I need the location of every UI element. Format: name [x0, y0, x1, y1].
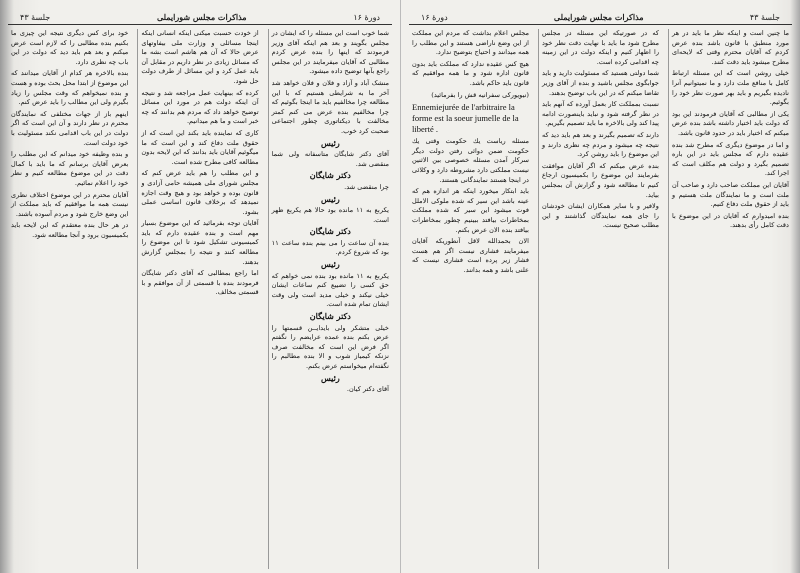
text-column — [538, 29, 662, 569]
french-quote: Ennemiejurée de l'arbitraire la forme est la soeur jumelle de la liberté . — [412, 102, 519, 135]
paragraph: که در صورتیکه این مسئله در مجلس مطرح شود ما باید با نهایت دقت نظر خود را اظهار کنیم و اینکه دولت در این زمینه چه اقدامی کرده است. — [542, 29, 659, 66]
paragraph: هیچ کس عقیده ندارد که مملکت باید بدون قانون اداره شود و ما همه موافقیم که قانون باید حاکم باشد. — [412, 59, 529, 87]
speaker-name: دکتر شایگان — [309, 170, 351, 181]
paragraph: آقای دکتر شایگان متاسفانه ولی شما منقضی شد. — [271, 150, 389, 168]
paragraph: بنده عرض میکنم که اگر آقایان موافقت بفرمایند این موضوع را بکمیسیون ارجاع کنیم تا مطالعه شود و گزارش آن بمجلس بیاید. — [542, 161, 659, 199]
paragraph: باید ابتکار میخورد اینکه هر اندازه هم که عینه باشد این سیر که شده ملوکی الاملل فوت میشود این سیر که شده مملکت بمخاطرات بیافتد ببینیم چطور بمخاطرات بیافتد بنده الان عرض بکنم. — [412, 187, 529, 234]
paragraph: شما دولتی هستید که مسئولیت دارید و باید جوابگوی مجلس باشید و بنده از آقای وزیر تقاضا میکنم که در این باب توضیح بدهند. — [542, 69, 659, 97]
paragraph: شما خوب است این مسئله را که ایشان در مجلس بگویند و بعد هم اینکه آقای وزیر فرمودند که اینها را بنده عرض کردم مطالبی که آقایان میفرمایند در این مجلس راجع بآنها توضیح داده میشود. — [271, 29, 389, 76]
paragraph: آقایان توجه بفرمائید که این موضوع بسیار مهم است و بنده عقیده دارم که باید کمیسیونی تشکیل شود تا این موضوع را مطالعه کنند و نتیجه را بمجلس گزارش بدهند. — [141, 219, 259, 266]
speaker-name: رئیس — [320, 193, 340, 204]
running-title: مذاکرات مجلس شورایملی — [553, 12, 644, 22]
paragraph: منشک آباد و آزاد و فلان و فلان خواهد شد آخر ما به شرایطی هستیم که با این مطالعه چرا مخالفیم باید ما اینجا بگوئیم که چرا مخالفیم بنده عرض می کنم کمتر مخالفت با دیکتاتوری چطور اجتماعی صحبت کرد خوب. — [271, 78, 389, 135]
paragraph: آقای دکتر کیان. — [346, 385, 389, 394]
paragraph: یکربع به ۱۱ مانده بود حالا هم یکربع ظهر است. — [271, 206, 389, 224]
paragraph: یکی از مطالبی که آقایان فرمودند این بود که دولت باید اختیار داشته باشد بنده عرض میکنم که اختیار باید در حدود قانون باشد. — [672, 109, 789, 137]
paragraph: بنده آن ساعت را می بینم بنده ساعت ۱۱ بود که شروع کردم. — [271, 238, 389, 257]
paragraph: الان بحمدالله لاقل آنطوریکه آقایان میفرمایند فشاری نیست اگر هم هست فشار زیر پرده است فشاری نیست که علنی باشد و همه بدانند. — [412, 237, 529, 274]
text-column — [409, 29, 532, 569]
paragraph: آقایان این مملکت صاحب دارد و صاحب آن ملت است و ما نمایندگان ملت هستیم و باید از حقوق ملت دفاع کنیم. — [672, 180, 789, 209]
text-column — [268, 29, 392, 569]
right-page-header — [409, 8, 792, 25]
speaker-name: رئیس — [320, 259, 340, 270]
right-page — [400, 0, 800, 573]
speaker-name: دکتر شایگان — [309, 226, 351, 237]
running-title: مذاکرات مجلس شورایملی — [156, 12, 247, 22]
paragraph: و بنده وظیفه خود میدانم که این مطلب را بعرض آقایان برسانم که ما باید با کمال دقت در این موضوع مطالعه کنیم و نظر خود را اعلام نمائیم. — [11, 150, 129, 187]
right-columns — [409, 29, 792, 569]
paragraph: و اما در موضوع دیگری که مطرح شد بنده عقیده دارم که مجلس باید در این باره تصمیم بگیرد و دولت هم مکلف است که اجرا کند. — [672, 140, 789, 178]
left-page-header — [8, 8, 392, 25]
paragraph: اینهم باز از جهات مختلفی که نمایندگان محترم در نظر دارند و آن این است که اگر دولت در این باب اقدامی نکند مسئولیت با خود دولت است. — [11, 109, 129, 147]
speaker-name: دکتر شایگان — [309, 311, 351, 322]
session-number: جلسهٔ ۴۳ — [20, 13, 51, 22]
paragraph: مجلس اعلام بداشت که مردم این مملکت از این وضع ناراضی هستند و این مطلب را همه میدانند و احتیاج بتوضیح ندارد. — [412, 29, 529, 57]
paragraph: اما راجع بمطالبی که آقای دکتر شایگان فرمودند بنده با قسمتی از آن موافقم و با قسمتی مخالف. — [141, 269, 259, 297]
paragraph: ما چنین است و اینکه نظر ما باید در هر مورد منطبق با قانون باشد بنده عرض کردم که آقایان محترم وقتی که لایحه‌ای مطرح میشود باید دقت کنند. — [672, 29, 789, 66]
paragraph: بنده بالاخره هر کدام از آقایان میدانند که این موضوع از ابتدا محل بحث بوده و هست و بنده نمیخواهم که وقت مجلس را زیاد بگیرم ولی این مطالب را باید عرض کنم. — [11, 69, 129, 107]
speaker-name: رئیس — [320, 137, 340, 148]
paragraph: بنده امیدوارم که آقایان در این موضوع با دقت کامل رأی بدهند. — [672, 211, 789, 230]
paragraph: کرده که بینهایت عمل مراجعه شد و نتیجه آن اینکه دولت هم در مورد این مسائل توضیح خواهد داد که مردم هم بدانند که چه خبر است و ما هم میدانیم. — [141, 88, 259, 126]
paragraph: ولافیر و با سایر همکاران ایشان خودشان را جای همه نمایندگان گذاشتند و این مطلب صحیح نیست. — [542, 202, 659, 230]
term-number: دورهٔ ۱۶ — [421, 13, 448, 22]
text-column — [668, 29, 792, 569]
speaker-name: رئیس — [320, 372, 340, 383]
paragraph: کاری که نماینده باید بکند این است که از حقوق ملت دفاع کند و این است که ما میگوئیم آقایان باید بدانند که این لایحه بدون مطالعه کافی مطرح شده است. — [141, 128, 259, 166]
text-column — [137, 29, 261, 569]
paragraph: (نیویورکی سفرانیه قش را بفرمائید) — [431, 90, 529, 99]
paragraph: و این مطلب را هم باید عرض کنم که مجلس شورای ملی همیشه حامی آزادی و قانون بوده و خواهد بود و هیچ وقت اجازه نمیدهد که برخلاف قانون اساسی عملی بشود. — [141, 169, 259, 216]
paragraph: از خودت حسبت میکنی اینکه انسانی اینکه اینجا مسائلی و وزارت ملی بیفاوتهای عرض حالا که آن هم هاشم است بشه ما که مسائل زیادی در نظر داریم در مقابل آن باید عمل کرد و این مسائل از طرف دولت حل شود. — [141, 29, 259, 85]
left-columns — [8, 29, 392, 569]
paragraph: نسبت بمملکت کار بعمل آورده که آنهم باید در نظر گرفته شود و نباید باینصورت ادامه پیدا کند ولی بالاخره ما باید تصمیم بگیریم. — [542, 100, 659, 128]
paragraph: یکربع به ۱۱ مانده بود بنده نمی خواهم که حق کسی را تضییع کنم ساعات ایشان خیلی نیکند و خیلی مدید است ولی وقت ایشان تمام شده است. — [271, 271, 389, 309]
paragraph: چرا منقضی شد. — [344, 182, 389, 191]
paragraph: خود برای کس دیگری نتیجه این چیزی ما بکنیم بنده مطالبی را که لازم است عرض میکنم و بعد هم باید دید که دولت در این باب چه نظری دارد. — [11, 29, 129, 66]
paragraph: دارند که تصمیم بگیرند و بعد هم باید دید که نتیجه چه میشود و مردم چه نظری دارند و این موضوع را باید روشن کرد. — [542, 130, 659, 159]
text-column — [8, 29, 131, 569]
paragraph: خیلی روشن است که این مسئله ارتباط کامل با منافع ملت دارد و ما نمیتوانیم آنرا نادیده بگیریم و باید بهر صورت نظر خود را بگوئیم. — [672, 69, 789, 107]
paragraph: آقایان محترم در این موضوع اختلاف نظری نیست همه ما موافقیم که باید مملکت از این وضع خارج شود و مردم آسوده باشند. — [11, 190, 129, 218]
session-number: جلسهٔ ۴۳ — [749, 13, 780, 22]
paragraph: در هر حال بنده معتقدم که این لایحه باید بکمیسیون برود و آنجا مطالعه شود. — [11, 221, 129, 239]
paragraph: خیلی متشکر ولی بایدایــن قسمتها را عرض بکنم بنده عمده عرایضم را نگفتم اگر فرض این است که مخالفت صرف نزنکه کیمیاز شوب و الا بنده مطالبم را نگفته‌ام میخواستم عرض بکنم. — [271, 323, 389, 370]
paragraph: مسئله رياست يك حكومت وقتی يك حكومت ضمن دوائی رفتن دولت دیگر سرکار آمدن مسئله خصوصی بین الاثنین نیست مملکتی دارد مشروطه دارد و وکلائی در اینجا هستند نمایندگانی هستند. — [412, 137, 529, 184]
term-number: دورهٔ ۱۶ — [353, 13, 380, 22]
